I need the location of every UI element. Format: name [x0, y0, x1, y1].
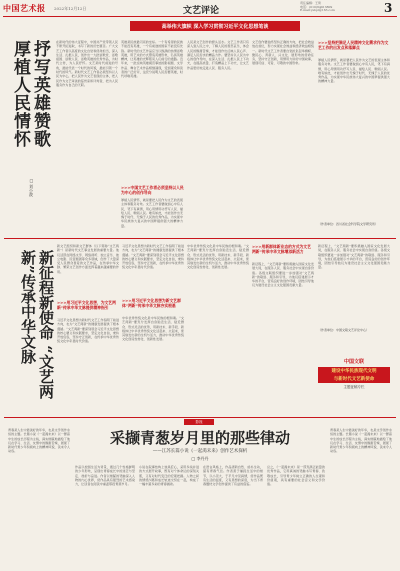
article-1-subhead-2: >>>中国文艺工作者必须坚持以人民为中心的创作导向	[121, 185, 184, 195]
article-1-subhead-3: >>>坚持把满足人民精神文化需求作为文艺工作的出发点和落脚点	[318, 40, 389, 50]
article-3-column-1: 青春是人生中最美好的年华，也是文学创作永恒的主题。长篇小说《一起渴未来》以一群高中生的成长历程为主线，真实细腻地描绘了他们在学习、生活、友情中的酸甜苦辣，展现了新时代青少年积极向上的精神风貌，读来令人动容。	[8, 428, 70, 454]
article-1-title: 抒写英雄赞歌 厚植人民情怀	[10, 40, 50, 148]
article-3-column-6: 青春是人生中最美好的年华，也是文学创作永恒的主题。长篇小说《一起渴未来》以一群高中生的成长历程为主线，真实细腻地描绘了他们在学习、生活、友情中的酸甜苦辣，展现了新时代青少年积极向上的精神风貌，读来令人动容。	[330, 428, 392, 454]
article-2-column-2: 习近平文化思想为新时代文艺工作指明了前进方向，也为“文艺两新”的健康发展提供了根本遵循。“文艺两新”要深刻领会习近平文化思想的核心要义和实践要求，坚定文化自信，秉持开放包容，坚持守正创新，在传承中华优秀传统文化中彰显时代价值。	[122, 244, 184, 270]
banner-text: 高举伟大旗帜 深入学习贯彻习近平文化思想笔谈	[161, 23, 269, 30]
editor-phone: 电话：(010)64913809	[300, 4, 333, 9]
column-ad	[318, 358, 390, 410]
article-1-column-3: 人民是文艺创作的源头活水。文艺工作者只有深入到人民之中，了解人民的喜怒哀乐，体会人民的酸甜苦辣，才能创作出反映人民心声、满足人民需求的精品力作。要坚持以人民为中心的创作导向，在深入生活、扎根人民上下功夫，在提高质量、打造精品上下功夫，让文艺作品更好地走进人民、服务人民。	[187, 40, 249, 70]
article-3-column-5: 总之，《一起渴未来》是一部充满正能量的优秀作品，它用真诚的笔触书写青春、致敬成长，引导青少年树立正确的人生观和价值观，具有重要的社会意义和文学价值。	[267, 465, 325, 487]
section-title: 文艺评论	[183, 6, 220, 16]
editor-email: E-mail:ysbpl@163.com	[300, 8, 335, 13]
article-3-tag: 影视	[184, 419, 214, 425]
article-2-column-3: 中华优秀传统文化是中华民族的根和魂。“文艺两新”要充分发挥自身贴近生活、贴近群众、形式灵活的优势，用新技术、新手段、新载体让中华优秀传统文化活起来、火起来，使其焕发出新的生机与活力，推动中华优秀传统文化创造性转化、创新性发展。	[187, 244, 249, 270]
article-2-subhead-3: >>>用新群体新业态的方式为文艺两新”传承中华文脉增添新活力	[252, 244, 311, 254]
column-ad-line-2: 与新时代文艺新使命	[318, 375, 390, 383]
masthead-rule	[3, 16, 397, 17]
article-1-column-2b: 厚植人民情怀，就是要把人民作为文艺的表现主体和服务对象。文艺工作者要做到心中有人民，笔下有真情，用心用情用功抒写人民、描绘人民、歌唱人民。唯有如此，才能创作出无愧于时代、无愧于人民的优秀作品，为实现中华民族伟大复兴的中国梦提供强大的精神力量。	[121, 198, 183, 228]
article-3-author: □ 李丹丹	[191, 456, 209, 461]
article-2-column-5: 新征程上，“文艺两新”要积极融入国家文化发展大局，在服务人民、服务社会中实现自身价值。各级文联组织要进一步加强对“文艺两新”的联络、服务和引导，为他们搭建展示才华的平台，营造良好的创作环境，团结引导他们为建设社会主义文化强国贡献力量。	[318, 244, 390, 270]
article-1-column-2: 英雄是民族最闪亮的坐标。一个有希望的民族不能没有英雄，一个有前途的国家不能没有先锋。新时代的文艺作品应当以饱满的热情讴歌英雄，用艺术的方式塑造英雄形象，弘扬英雄精神，让英雄的光辉照亮人们前行的道路。近年来，一批反映英雄模范事迹的影视剧、文学作品、舞台艺术作品相继涌现，受到观众和读者的广泛好评，这充分说明人民需要英雄，时代呼唤英雄。	[121, 40, 183, 79]
column-ad-line-1: 建设中华民族现代文明	[318, 367, 390, 375]
article-1-column-5: 厚植人民情怀，就是要把人民作为文艺的表现主体和服务对象。文艺工作者要做到心中有人民，笔下有真情，用心用情用功抒写人民、描绘人民、歌唱人民。唯有如此，才能创作出无愧于时代、无愧于人民的优秀作品，为实现中华民族伟大复兴的中国梦提供强大的精神力量。	[318, 58, 390, 84]
column-ad-line-3: 主题征稿专栏	[343, 385, 365, 389]
editor-info	[300, 2, 378, 13]
article-2-column-1b: 习近平文化思想为新时代文艺工作指明了前进方向，也为“文艺两新”的健康发展提供了根本遵循。“文艺两新”要深刻领会习近平文化思想的核心要义和实践要求，坚定文化自信，秉持开放包容，坚持守正创新，在传承中华优秀传统文化中彰显时代价值。	[57, 318, 119, 344]
page-number: 3	[384, 1, 393, 15]
column-ad-brand: 中国文联	[343, 359, 364, 365]
article-2-subhead-2: >>>用习近平文化思想为新文艺群体“两新”传承中华文脉夯实根基	[122, 298, 181, 308]
article-3-column-3: 小说在叙事结构上独具匠心，采用多线并进的方式展开故事，既有对个体命运的深刻关照，又有对时代变迁的宏观把握。人物之间的情感纠葛和成长轨迹交织在一起，构成了一幅丰富多彩的青春画卷。	[139, 465, 199, 487]
article-3-column-4: 在语言风格上，作品清新自然、质朴生动，富有青春气息。作者善于捕捉生活中的细节，以小见大，于平凡中见真情，使作品既有生活的温度，又有思想的深度，为当下青春题材文学创作提供了有益的借鉴。	[203, 465, 263, 487]
article-1-signature: （作者单位：四川省社会科学院文学研究所）	[318, 222, 379, 226]
article-3-column-2: 作品以校园生活为背景，通过几个性格鲜明的少年形象，呈现出青春成长中的迷茫与坚定、挫折与奋进。作者以细腻的笔触深入人物的内心世界，使作品具有强烈的艺术感染力，让读者在阅读中重温那段青葱岁月。	[75, 465, 135, 487]
newspaper-logo: 中国艺术报	[3, 3, 46, 13]
article-3-title: 采撷青葱岁月里的那些律动	[109, 429, 290, 447]
article-1-author: □ 刘小波	[29, 178, 34, 197]
article-1-column-1: 在新时代的伟大征程中，中国共产党带领人民不断开拓进取，书写了新的历史篇章。广大文艺工作者以高度的文化自觉和使命担当，深入生活、扎根人民，创作出一大批讴歌党、讴歌祖国、讴歌人民、讴歌英雄的优秀作品，为时代立传，为人民抒怀。文艺是时代前进的号角，最能代表一个时代的风貌，最能引领一个时代的风气。新时代文艺工作者必须坚持以人民为中心，把人民作为文艺表现的主体，把人民作为文艺审美的鉴赏家和评判者，把为人民服务作为自己的天职。	[56, 40, 118, 87]
article-2-subhead-1: >>>用习近平文化思想，为文艺两新”传承中华文脉提供精神指引	[57, 300, 116, 310]
article-2-column-4: 新征程上，“文艺两新”要积极融入国家文化发展大局，在服务人民、服务社会中实现自身价值。各级文联组织要进一步加强对“文艺两新”的联络、服务和引导，为他们搭建展示才华的平台，营造良好的创作环境，团结引导他们为建设社会主义文化强国贡献力量。	[252, 262, 314, 288]
article-3-subtitle: ——江苏长篇小说《一起渴未来》创作艺术探析	[152, 449, 248, 454]
article-2-column-1: 新文艺组织和新文艺群体（以下简称“文艺两新”）是新时代文艺事业发展的重要力量。他们活跃在网络文学、网络视听、独立音乐、独立电影、民营剧团等众多领域，创作了大量深受人民群众喜爱的文艺作品，在传承中华文脉、繁荣文艺创作方面发挥着越来越重要的作用。	[57, 244, 119, 274]
issue-date: 2022年12月12日	[54, 6, 87, 11]
article-1-column-4: 文艺创作要始终坚持正确的方向，把社会效益放在首位，努力实现社会效益和经济效益相统一。新时代文艺工作者要自觉担负起举旗帜、聚民心、育新人、兴文化、展形象的使命任务，坚持守正创新，用情用力讲好中国故事，展现可信、可爱、可敬的中国形象。	[252, 40, 314, 66]
article-2-title: 新征程新使命 “文艺两新”传承中华文脉	[19, 250, 55, 399]
masthead	[0, 0, 400, 16]
editor-name: 责任编辑：王琦	[300, 1, 322, 5]
feature-banner	[130, 21, 300, 31]
article-2-column-2b: 中华优秀传统文化是中华民族的根和魂。“文艺两新”要充分发挥自身贴近生活、贴近群众、形式灵活的优势，用新技术、新手段、新载体让中华优秀传统文化活起来、火起来，使其焕发出新的生机与活力，推动中华优秀传统文化创造性转化、创新性发展。	[122, 316, 184, 342]
article-2-signature: （作者单位：中国文联文艺评论中心）	[318, 328, 370, 332]
